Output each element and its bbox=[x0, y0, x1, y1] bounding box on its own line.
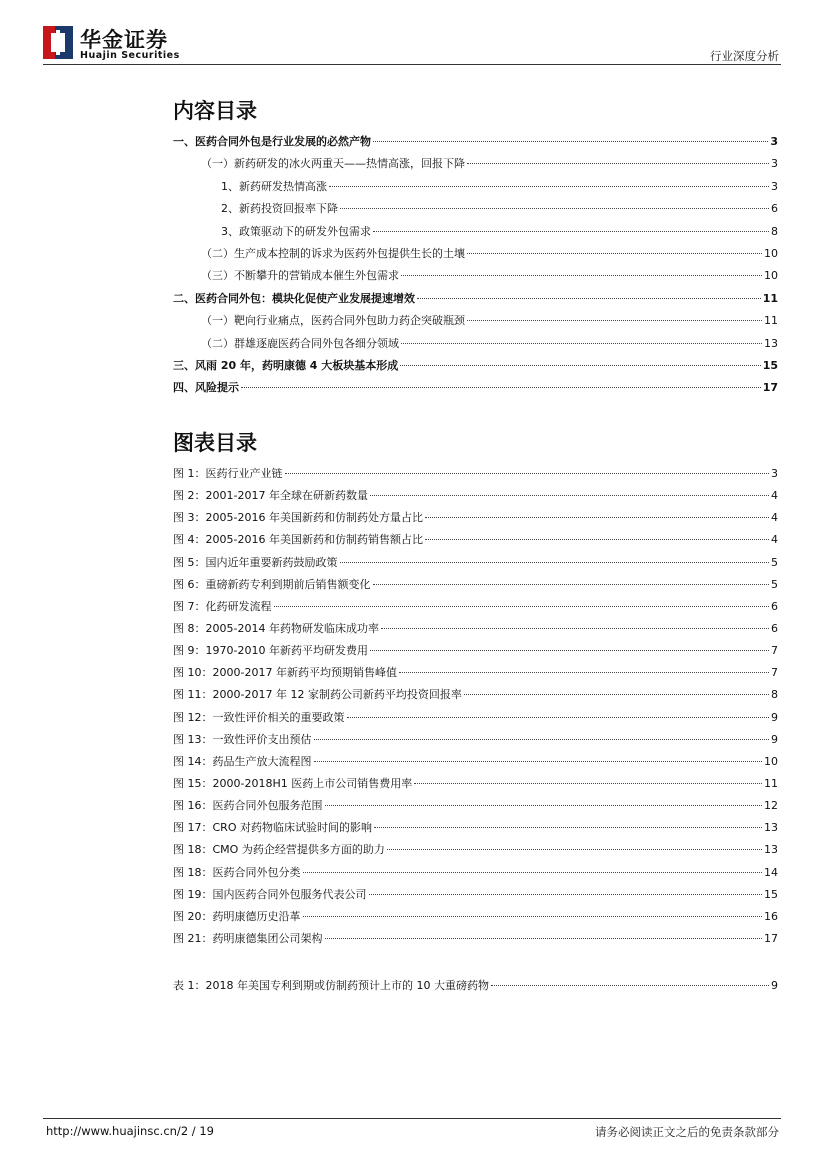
dot-leader bbox=[303, 916, 763, 917]
toc-entry[interactable] bbox=[173, 267, 778, 289]
dot-leader bbox=[381, 628, 769, 629]
figure-entry-page[interactable]: 15 bbox=[764, 887, 778, 901]
figure-entry-page[interactable]: 10 bbox=[764, 754, 778, 768]
footer-disclaimer: 请务必阅读正文之后的免责条款部分 bbox=[595, 1125, 779, 1139]
toc-entry[interactable] bbox=[173, 133, 778, 155]
footer-url[interactable] bbox=[46, 1124, 214, 1138]
dot-leader bbox=[369, 894, 763, 895]
toc-entry-page[interactable]: 11 bbox=[762, 291, 778, 305]
toc-entry-title[interactable]: 3、政策驱动下的研发外包需求 bbox=[221, 224, 371, 238]
dot-leader bbox=[373, 231, 769, 232]
dot-leader bbox=[347, 717, 770, 718]
toc-entry-title[interactable]: （三）不断攀升的营销成本催生外包需求 bbox=[201, 269, 399, 283]
figure-entry-page[interactable]: 12 bbox=[764, 799, 778, 813]
figure-entry-title[interactable]: 图 11：2000-2017 年 12 家制药公司新药平均投资回报率 bbox=[173, 688, 462, 702]
toc-entry-page[interactable]: 10 bbox=[764, 246, 778, 260]
figure-entry-title[interactable]: 图 19：国内医药合同外包服务代表公司 bbox=[173, 887, 367, 901]
figure-entry[interactable] bbox=[173, 465, 778, 487]
figure-entry-page[interactable]: 17 bbox=[764, 931, 778, 945]
figure-entry[interactable] bbox=[173, 753, 778, 775]
figure-entry-page[interactable]: 4 bbox=[771, 533, 778, 547]
figure-entry-title[interactable]: 图 12：一致性评价相关的重要政策 bbox=[173, 710, 345, 724]
figure-entry[interactable] bbox=[173, 576, 778, 598]
dot-leader bbox=[400, 365, 760, 366]
figure-entry-page[interactable]: 13 bbox=[764, 843, 778, 857]
figure-entry-title[interactable]: 图 9：1970-2010 年新药平均研发费用 bbox=[173, 644, 368, 658]
dot-leader bbox=[314, 761, 763, 762]
figure-entry-title[interactable]: 图 18：CMO 为药企经营提供多方面的助力 bbox=[173, 843, 385, 857]
toc-entry-page[interactable]: 3 bbox=[771, 179, 778, 193]
toc-entry-page[interactable]: 13 bbox=[764, 336, 778, 350]
dot-leader bbox=[325, 805, 763, 806]
footer-page-indicator: 2 / 19 bbox=[180, 1124, 214, 1138]
figure-entry-title[interactable]: 图 1：医药行业产业链 bbox=[173, 467, 283, 480]
toc-entry-page[interactable]: 17 bbox=[762, 381, 778, 395]
figure-entry-title[interactable]: 图 3：2005-2016 年美国新药和仿制药处方量占比 bbox=[173, 511, 423, 525]
figure-entry-page[interactable]: 9 bbox=[771, 710, 778, 724]
figure-entry-title[interactable]: 图 14：药品生产放大流程图 bbox=[173, 754, 312, 768]
figure-entry-title[interactable]: 图 10：2000-2017 年新药平均预期销售峰值 bbox=[173, 666, 397, 680]
figure-entry-page[interactable]: 6 bbox=[771, 621, 778, 635]
toc-entry[interactable] bbox=[173, 335, 778, 357]
dot-leader bbox=[329, 186, 769, 187]
figure-entry-title[interactable]: 图 2：2001-2017 年全球在研新药数量 bbox=[173, 489, 368, 503]
figures-title: 图表目录 bbox=[173, 431, 257, 455]
figure-entry[interactable] bbox=[173, 598, 778, 620]
table-entry[interactable] bbox=[173, 977, 778, 999]
figure-entry-page[interactable]: 4 bbox=[771, 511, 778, 525]
dot-leader bbox=[467, 253, 762, 254]
footer-url-link[interactable]: http://www.huajinsc.cn/ bbox=[46, 1124, 181, 1138]
toc-entry-title[interactable]: （二）群雄逐鹿医药合同外包各细分领域 bbox=[201, 336, 399, 350]
toc-entry[interactable] bbox=[173, 155, 778, 177]
toc-entry-page[interactable]: 15 bbox=[762, 358, 778, 372]
huajin-logo-icon bbox=[43, 26, 73, 59]
dot-leader bbox=[314, 739, 770, 740]
dot-leader bbox=[414, 783, 762, 784]
figure-entry[interactable] bbox=[173, 908, 778, 930]
report-type-label: 行业深度分析 bbox=[710, 49, 779, 63]
figure-entry-title[interactable]: 图 21：药明康德集团公司架构 bbox=[173, 931, 323, 945]
dot-leader bbox=[370, 495, 769, 496]
contents-title: 内容目录 bbox=[173, 99, 257, 123]
figure-entry-title[interactable]: 图 15：2000-2018H1 医药上市公司销售费用率 bbox=[173, 776, 413, 790]
figure-entry[interactable] bbox=[173, 930, 778, 952]
toc-entry-page[interactable]: 8 bbox=[771, 224, 778, 238]
toc-entry-title[interactable]: 1、新药研发热情高涨 bbox=[221, 179, 327, 193]
figure-entry[interactable] bbox=[173, 664, 778, 686]
toc-entry-page[interactable]: 3 bbox=[771, 157, 778, 171]
dot-leader bbox=[467, 163, 769, 164]
toc-entry-title[interactable]: 四、风险提示 bbox=[173, 381, 239, 395]
toc-entry-page[interactable]: 6 bbox=[771, 202, 778, 216]
tables-list bbox=[173, 977, 778, 999]
contents-list bbox=[173, 133, 778, 402]
figure-entry[interactable] bbox=[173, 731, 778, 753]
figure-entry[interactable] bbox=[173, 797, 778, 819]
header-divider bbox=[43, 64, 781, 65]
figure-entry[interactable] bbox=[173, 487, 778, 509]
toc-entry-page[interactable]: 10 bbox=[764, 269, 778, 283]
dot-leader bbox=[370, 650, 769, 651]
dot-leader bbox=[464, 694, 769, 695]
dot-leader bbox=[467, 320, 762, 321]
figure-entry-page[interactable]: 5 bbox=[771, 555, 778, 569]
figure-entry[interactable] bbox=[173, 819, 778, 841]
dot-leader bbox=[425, 517, 769, 518]
figure-entry[interactable] bbox=[173, 686, 778, 708]
dot-leader bbox=[241, 387, 761, 388]
figure-entry-title[interactable]: 图 16：医药合同外包服务范围 bbox=[173, 799, 323, 813]
toc-entry[interactable] bbox=[173, 200, 778, 222]
toc-entry[interactable] bbox=[173, 223, 778, 245]
dot-leader bbox=[399, 672, 769, 673]
figure-entry[interactable] bbox=[173, 775, 778, 797]
toc-entry-title[interactable]: 一、医药合同外包是行业发展的必然产物 bbox=[173, 135, 371, 148]
figure-entry[interactable] bbox=[173, 886, 778, 908]
figure-entry-page[interactable]: 8 bbox=[771, 688, 778, 702]
table-entry-title[interactable]: 表 1：2018 年美国专利到期或仿制药预计上市的 10 大重磅药物 bbox=[173, 979, 489, 992]
footer-divider bbox=[43, 1118, 781, 1119]
figure-entry[interactable] bbox=[173, 864, 778, 886]
toc-entry-title[interactable]: 2、新药投资回报率下降 bbox=[221, 202, 338, 216]
toc-entry-page[interactable]: 3 bbox=[770, 135, 778, 148]
toc-entry-title[interactable]: 二、医药合同外包：模块化促使产业发展提速增效 bbox=[173, 291, 415, 305]
figure-entry-title[interactable]: 图 20：药明康德历史沿革 bbox=[173, 909, 301, 923]
figure-entry[interactable] bbox=[173, 531, 778, 553]
dot-leader bbox=[491, 985, 769, 986]
toc-entry-title[interactable]: 三、风雨 20 年，药明康德 4 大板块基本形成 bbox=[173, 358, 399, 372]
figure-entry[interactable] bbox=[173, 554, 778, 576]
figure-entry-page[interactable]: 14 bbox=[764, 865, 778, 879]
figure-entry-title[interactable]: 图 6：重磅新药专利到期前后销售额变化 bbox=[173, 577, 371, 591]
dot-leader bbox=[373, 141, 768, 142]
figure-entry-title[interactable]: 图 18：医药合同外包分类 bbox=[173, 865, 301, 879]
toc-entry-title[interactable]: （一）新药研发的冰火两重天——热情高涨，回报下降 bbox=[201, 157, 465, 171]
figure-entry-title[interactable]: 图 17：CRO 对药物临床试验时间的影响 bbox=[173, 821, 372, 835]
figure-entry-page[interactable]: 4 bbox=[771, 489, 778, 503]
figure-entry-title[interactable]: 图 8：2005-2014 年药物研发临床成功率 bbox=[173, 621, 379, 635]
figure-entry[interactable] bbox=[173, 709, 778, 731]
figure-entry[interactable] bbox=[173, 841, 778, 863]
figure-entry-title[interactable]: 图 5：国内近年重要新药鼓励政策 bbox=[173, 555, 338, 569]
toc-entry[interactable] bbox=[173, 312, 778, 334]
dot-leader bbox=[401, 275, 762, 276]
figure-entry-page[interactable]: 9 bbox=[771, 732, 778, 746]
table-entry-page[interactable]: 9 bbox=[771, 979, 778, 992]
dot-leader bbox=[373, 584, 770, 585]
figure-entry-page[interactable]: 7 bbox=[771, 644, 778, 658]
dot-leader bbox=[285, 473, 770, 474]
figure-entry-title[interactable]: 图 13：一致性评价支出预估 bbox=[173, 732, 312, 746]
dot-leader bbox=[387, 849, 762, 850]
figure-entry-title[interactable]: 图 7：化药研发流程 bbox=[173, 599, 272, 613]
toc-entry[interactable] bbox=[173, 178, 778, 200]
dot-leader bbox=[417, 298, 761, 299]
figure-entry[interactable] bbox=[173, 642, 778, 664]
toc-entry-page[interactable]: 11 bbox=[764, 314, 778, 328]
toc-entry-title[interactable]: （一）靶向行业痛点，医药合同外包助力药企突破瓶颈 bbox=[201, 314, 465, 328]
brand-name-en: Huajin Securities bbox=[80, 50, 180, 61]
dot-leader bbox=[303, 872, 763, 873]
figure-entry-title[interactable]: 图 4：2005-2016 年美国新药和仿制药销售额占比 bbox=[173, 533, 423, 547]
dot-leader bbox=[325, 938, 763, 939]
dot-leader bbox=[340, 562, 770, 563]
brand-name-cn: 华金证券 bbox=[80, 28, 168, 52]
figure-entry[interactable] bbox=[173, 620, 778, 642]
figure-entry-page[interactable]: 11 bbox=[764, 776, 778, 790]
dot-leader bbox=[425, 539, 769, 540]
figure-entry-page[interactable]: 7 bbox=[771, 666, 778, 680]
figure-entry-page[interactable]: 5 bbox=[771, 577, 778, 591]
toc-entry[interactable] bbox=[173, 357, 778, 379]
figure-entry-page[interactable]: 3 bbox=[771, 467, 778, 480]
figure-entry-page[interactable]: 16 bbox=[764, 909, 778, 923]
figures-list bbox=[173, 465, 778, 952]
dot-leader bbox=[340, 208, 769, 209]
figure-entry-page[interactable]: 13 bbox=[764, 821, 778, 835]
toc-entry[interactable] bbox=[173, 290, 778, 312]
dot-leader bbox=[401, 343, 762, 344]
dot-leader bbox=[374, 827, 762, 828]
toc-entry[interactable] bbox=[173, 379, 778, 401]
toc-entry[interactable] bbox=[173, 245, 778, 267]
toc-entry-title[interactable]: （二）生产成本控制的诉求为医药外包提供生长的土壤 bbox=[201, 246, 465, 260]
dot-leader bbox=[274, 606, 770, 607]
page-header bbox=[0, 0, 827, 70]
figure-entry[interactable] bbox=[173, 509, 778, 531]
figure-entry-page[interactable]: 6 bbox=[771, 599, 778, 613]
